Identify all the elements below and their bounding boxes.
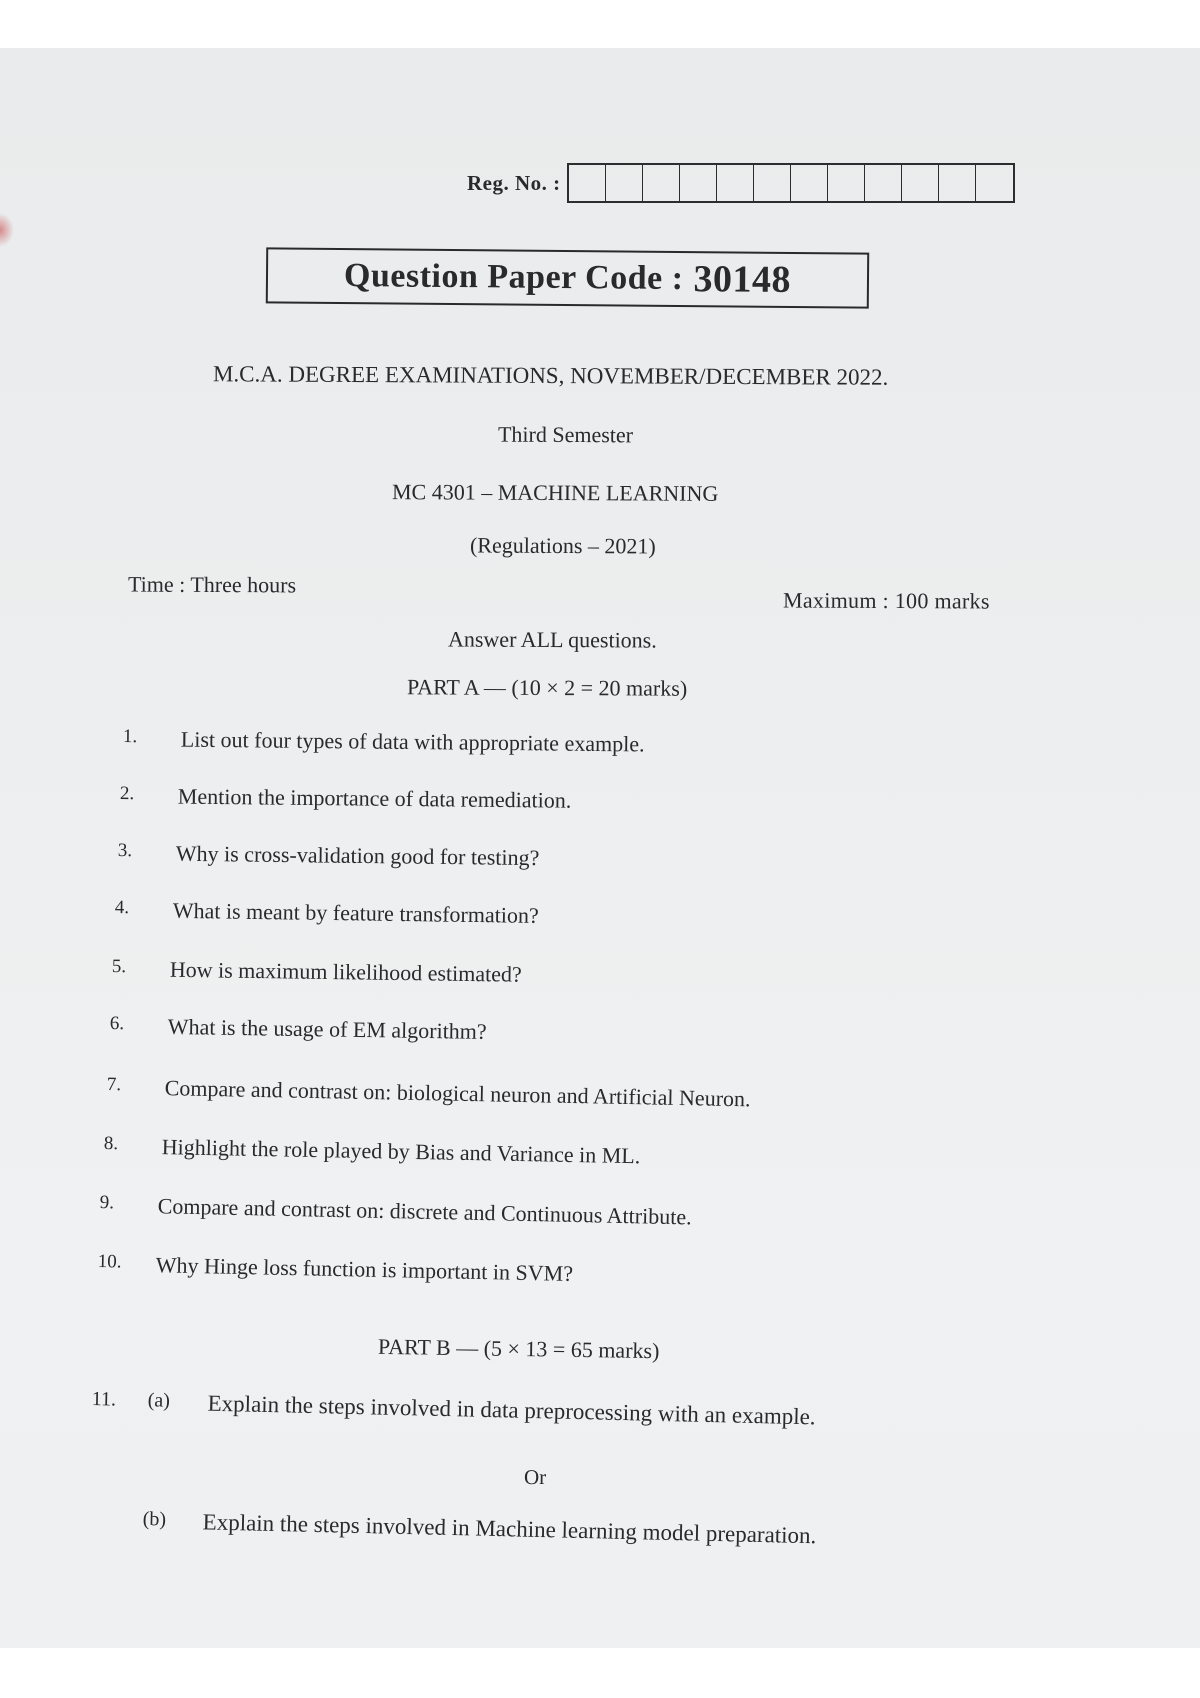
- question-text: How is maximum likelihood estimated?: [169, 956, 522, 987]
- reg-number-box: [606, 165, 643, 201]
- reg-number-row: [467, 163, 1015, 203]
- reg-number-box: [902, 165, 939, 201]
- exam-time: Time : Three hours: [127, 571, 297, 598]
- reg-number-box: [828, 165, 865, 201]
- question-text: What is meant by feature transformation?: [172, 897, 539, 928]
- question-number: 5.: [111, 956, 127, 978]
- question-sub-label: (a): [147, 1389, 171, 1412]
- question-text: What is the usage of EM algorithm?: [167, 1013, 487, 1044]
- reg-number-boxes: [567, 163, 1015, 203]
- reg-number-box: [865, 165, 902, 201]
- question-number: 10.: [97, 1251, 122, 1273]
- part-b-heading: PART B — (5 × 13 = 65 marks): [377, 1333, 660, 1364]
- reg-number-box: [791, 165, 828, 201]
- reg-number-box: [939, 165, 976, 201]
- question-paper-code-box: [266, 247, 869, 308]
- question-number: 6.: [109, 1013, 125, 1035]
- max-marks: Maximum : 100 marks: [782, 587, 990, 614]
- exam-title: M.C.A. DEGREE EXAMINATIONS, NOVEMBER/DECEMBER 2022.: [212, 361, 889, 390]
- question-number: 4.: [114, 897, 130, 919]
- semester: Third Semester: [497, 421, 634, 448]
- regulations: (Regulations – 2021): [469, 532, 656, 559]
- part-a-heading: PART A — (10 × 2 = 20 marks): [406, 674, 688, 701]
- question-number: 9.: [99, 1192, 115, 1214]
- question-paper-code-label: Question Paper Code :: [343, 257, 684, 298]
- question-text: Why Hinge loss function is important in SVM?: [155, 1252, 574, 1286]
- reg-number-box: [643, 165, 680, 201]
- page-edge-mark: [0, 213, 14, 247]
- reg-number-box: [976, 165, 1013, 201]
- question-text: Highlight the role played by Bias and Variance in ML.: [161, 1134, 641, 1169]
- question-number: 1.: [122, 726, 138, 748]
- question-number: 3.: [117, 840, 133, 862]
- question-number: 7.: [106, 1074, 122, 1096]
- course-title: MC 4301 – MACHINE LEARNING: [391, 479, 719, 506]
- question-text: List out four types of data with appropriate example.: [180, 726, 645, 757]
- question-number: 11.: [91, 1388, 117, 1411]
- question-number: 8.: [103, 1133, 119, 1155]
- question-paper-code-value: 30148: [693, 258, 792, 301]
- reg-number-box: [717, 165, 754, 201]
- or-label: Or: [523, 1464, 547, 1490]
- reg-number-box: [754, 165, 791, 201]
- reg-number-label: Reg. No. :: [467, 170, 561, 195]
- question-number: 2.: [119, 783, 135, 805]
- question-sub-label: (b): [142, 1508, 167, 1531]
- question-text: Explain the steps involved in data preprocessing with an example.: [207, 1390, 816, 1430]
- reg-number-box: [680, 165, 717, 201]
- question-text: Explain the steps involved in Machine learning model preparation.: [202, 1509, 817, 1549]
- question-text: Why is cross-validation good for testing?: [175, 840, 540, 871]
- question-text: Mention the importance of data remediation.: [177, 783, 572, 813]
- question-text: Compare and contrast on: biological neuron and Artificial Neuron.: [164, 1075, 751, 1112]
- reg-number-box: [569, 165, 606, 201]
- question-text: Compare and contrast on: discrete and Continuous Attribute.: [157, 1193, 692, 1230]
- instruction: Answer ALL questions.: [447, 626, 657, 653]
